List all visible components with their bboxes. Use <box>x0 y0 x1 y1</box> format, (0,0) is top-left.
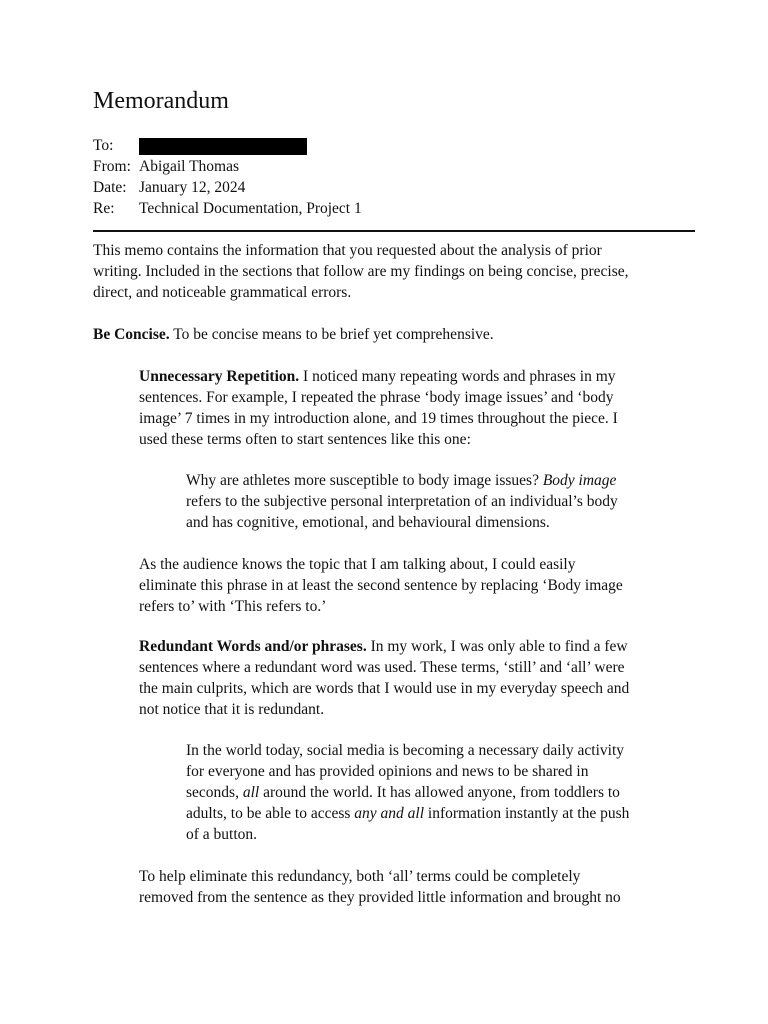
repetition-line: used these terms often to start sentences like this one: <box>139 431 471 448</box>
audience-line: refers to’ with ‘This refers to.’ <box>139 598 327 615</box>
help-line: removed from the sentence as they provided little information and brought no <box>139 889 621 906</box>
repetition-line: sentences. For example, I repeated the phrase ‘body image issues’ and ‘body <box>139 389 614 406</box>
quote-text: information instantly at the push <box>424 805 630 822</box>
memo-header <box>93 135 362 219</box>
from-label: From: <box>93 158 131 175</box>
to-row <box>93 135 362 156</box>
example-quote-1 <box>186 470 676 533</box>
re-label: Re: <box>93 200 115 217</box>
redundant-line: sentences where a redundant word was used. These terms, ‘still’ and ‘all’ were <box>139 659 625 676</box>
intro-line: This memo contains the information that you requested about the analysis of prior <box>93 242 602 259</box>
repetition-heading: Unnecessary Repetition. <box>139 368 300 385</box>
quote-line: for everyone and has provided opinions and news to be shared in <box>186 763 589 780</box>
audience-line: eliminate this phrase in at least the second sentence by replacing ‘Body image <box>139 577 623 594</box>
quote-italic: all <box>242 784 260 801</box>
be-concise-line <box>93 324 693 345</box>
quote-line <box>186 803 676 824</box>
redundant-line <box>139 636 684 657</box>
quote-text: around the world. It has allowed anyone, from toddlers to <box>259 784 620 801</box>
be-concise-paragraph <box>93 324 693 345</box>
quote-line <box>186 470 676 491</box>
to-label: To: <box>93 137 114 154</box>
quote-line: refers to the subjective personal interpretation of an individual’s body <box>186 493 618 510</box>
intro-line: writing. Included in the sections that follow are my findings on being concise, precise, <box>93 263 629 280</box>
header-divider <box>93 230 695 232</box>
redundant-line: not notice that it is redundant. <box>139 701 325 718</box>
quote-line: In the world today, social media is becoming a necessary daily activity <box>186 742 625 759</box>
quote-italic: any and all <box>354 805 425 822</box>
date-label: Date: <box>93 179 127 196</box>
quote-italic: Body image <box>542 472 617 489</box>
help-paragraph <box>139 866 684 908</box>
redundant-line: the main culprits, which are words that I would use in my everyday speech and <box>139 680 630 697</box>
be-concise-text: To be concise means to be brief yet comprehensive. <box>169 326 494 343</box>
redacted-recipient <box>139 138 307 155</box>
repetition-line <box>139 366 684 387</box>
from-row <box>93 156 362 177</box>
redundant-text: In my work, I was only able to find a few <box>366 638 628 655</box>
redundant-heading: Redundant Words and/or phrases. <box>139 638 367 655</box>
repetition-paragraph <box>139 366 684 450</box>
memo-title: Memorandum <box>93 88 229 114</box>
example-quote-2 <box>186 740 676 845</box>
quote-line: of a button. <box>186 826 258 843</box>
re-value: Technical Documentation, Project 1 <box>139 200 362 217</box>
help-line: To help eliminate this redundancy, both ‘all’ terms could be completely <box>139 868 581 885</box>
intro-line: direct, and noticeable grammatical errors. <box>93 284 352 301</box>
audience-paragraph <box>139 554 684 617</box>
from-value: Abigail Thomas <box>139 158 240 175</box>
re-row <box>93 198 362 219</box>
quote-text: Why are athletes more susceptible to body image issues? <box>186 472 543 489</box>
repetition-text: I noticed many repeating words and phrases in my <box>299 368 616 385</box>
redundant-paragraph <box>139 636 684 720</box>
intro-paragraph <box>93 240 693 303</box>
quote-line <box>186 782 676 803</box>
quote-text: adults, to be able to access <box>186 805 355 822</box>
quote-text: seconds, <box>186 784 243 801</box>
date-row <box>93 177 362 198</box>
quote-line: and has cognitive, emotional, and behavioural dimensions. <box>186 514 550 531</box>
date-value: January 12, 2024 <box>139 179 246 196</box>
repetition-line: image’ 7 times in my introduction alone, and 19 times throughout the piece. I <box>139 410 618 427</box>
be-concise-heading: Be Concise. <box>93 326 170 343</box>
audience-line: As the audience knows the topic that I am talking about, I could easily <box>139 556 576 573</box>
